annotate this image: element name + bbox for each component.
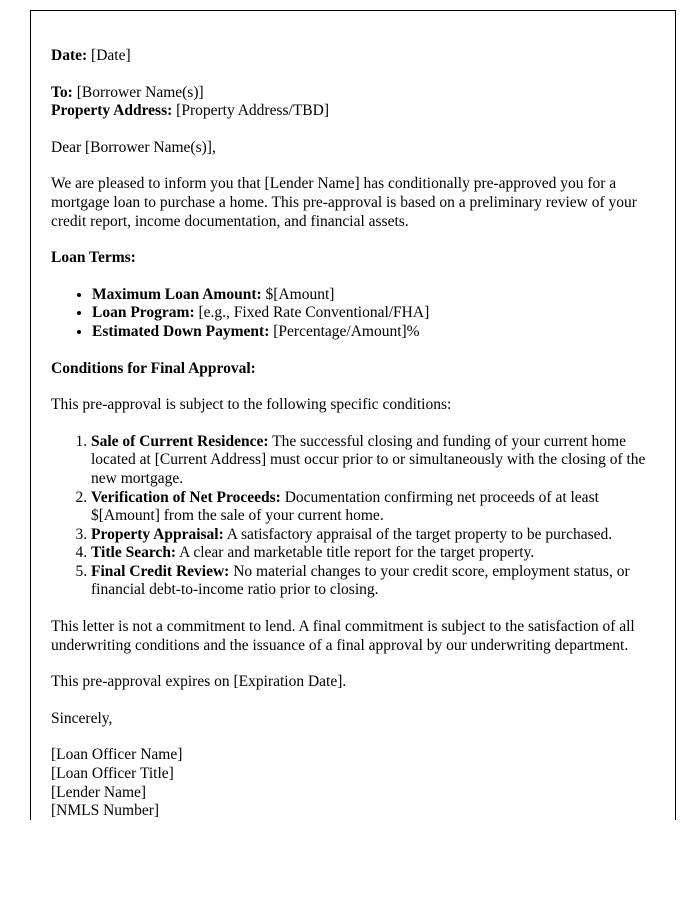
signature-line-nmls-number: [NMLS Number] (51, 802, 160, 820)
to-value: [Borrower Name(s)] (76, 83, 204, 101)
condition-text: A clear and marketable title report for the target property. (179, 544, 535, 562)
condition-item (91, 526, 653, 545)
expiration-line: This pre-approval expires on [Expiration Date]. (51, 673, 347, 691)
salutation: Dear [Borrower Name(s)], (51, 138, 216, 156)
condition-text: No material changes to your credit score, employment status, or financial debt-to-income ratio prior to closing. (91, 562, 630, 599)
loan-terms-list (51, 286, 653, 342)
loan-terms-heading: Loan Terms: (51, 249, 136, 267)
loan-term-item (92, 304, 653, 323)
conditions-list (51, 433, 653, 600)
condition-label: Verification of Net Proceeds: (91, 488, 281, 506)
intro-paragraph: We are pleased to inform you that [Lender Name] has conditionally pre-approved you for a mortgage loan to purchase a home. This pre-approval is based on a preliminary review of your credit report, income documentation, and financial assets. (51, 175, 637, 230)
to-line (51, 84, 653, 103)
loan-term-value: [Percentage/Amount]% (273, 322, 420, 340)
signature-line-lender-name: [Lender Name] (51, 783, 147, 801)
condition-label: Final Credit Review: (91, 562, 230, 580)
conditions-heading: Conditions for Final Approval: (51, 359, 256, 377)
conditions-intro: This pre-approval is subject to the following specific conditions: (51, 396, 452, 414)
loan-term-item (92, 323, 653, 342)
loan-term-label: Estimated Down Payment: (92, 322, 270, 340)
condition-item (91, 544, 653, 563)
signature-line-officer-title: [Loan Officer Title] (51, 765, 174, 783)
property-address-line (51, 102, 653, 121)
loan-term-value: $[Amount] (265, 285, 335, 303)
closing: Sincerely, (51, 709, 113, 727)
loan-term-label: Loan Program: (92, 304, 195, 322)
recipient-block (51, 84, 653, 121)
to-label: To: (51, 83, 73, 101)
signature-line-officer-name: [Loan Officer Name] (51, 746, 183, 764)
condition-text: Documentation confirming net proceeds of at least $[Amount] from the sale of your current home. (91, 488, 599, 525)
condition-text: The successful closing and funding of your current home located at [Current Address] must occur prior to or simultaneously with the closing of the new mortgage. (91, 432, 646, 487)
date-line (51, 47, 653, 66)
loan-term-label: Maximum Loan Amount: (92, 285, 262, 303)
disclaimer-paragraph: This letter is not a commitment to lend. A final commitment is subject to the satisfaction of all underwriting conditions and the issuance of a final approval by our underwriting department. (51, 618, 635, 654)
condition-label: Sale of Current Residence: (91, 432, 269, 450)
date-value: [Date] (91, 47, 131, 64)
condition-item (91, 489, 653, 526)
condition-label: Property Appraisal: (91, 525, 224, 543)
property-address-value: [Property Address/TBD] (176, 102, 329, 120)
date-label: Date: (51, 47, 88, 64)
letter-page (30, 10, 676, 820)
condition-item (91, 563, 653, 600)
condition-item (91, 433, 653, 489)
loan-term-value: [e.g., Fixed Rate Conventional/FHA] (198, 304, 430, 322)
property-address-label: Property Address: (51, 102, 173, 120)
signature-block (51, 746, 653, 820)
condition-text: A satisfactory appraisal of the target property to be purchased. (226, 525, 613, 543)
condition-label: Title Search: (91, 544, 177, 562)
loan-term-item (92, 286, 653, 305)
